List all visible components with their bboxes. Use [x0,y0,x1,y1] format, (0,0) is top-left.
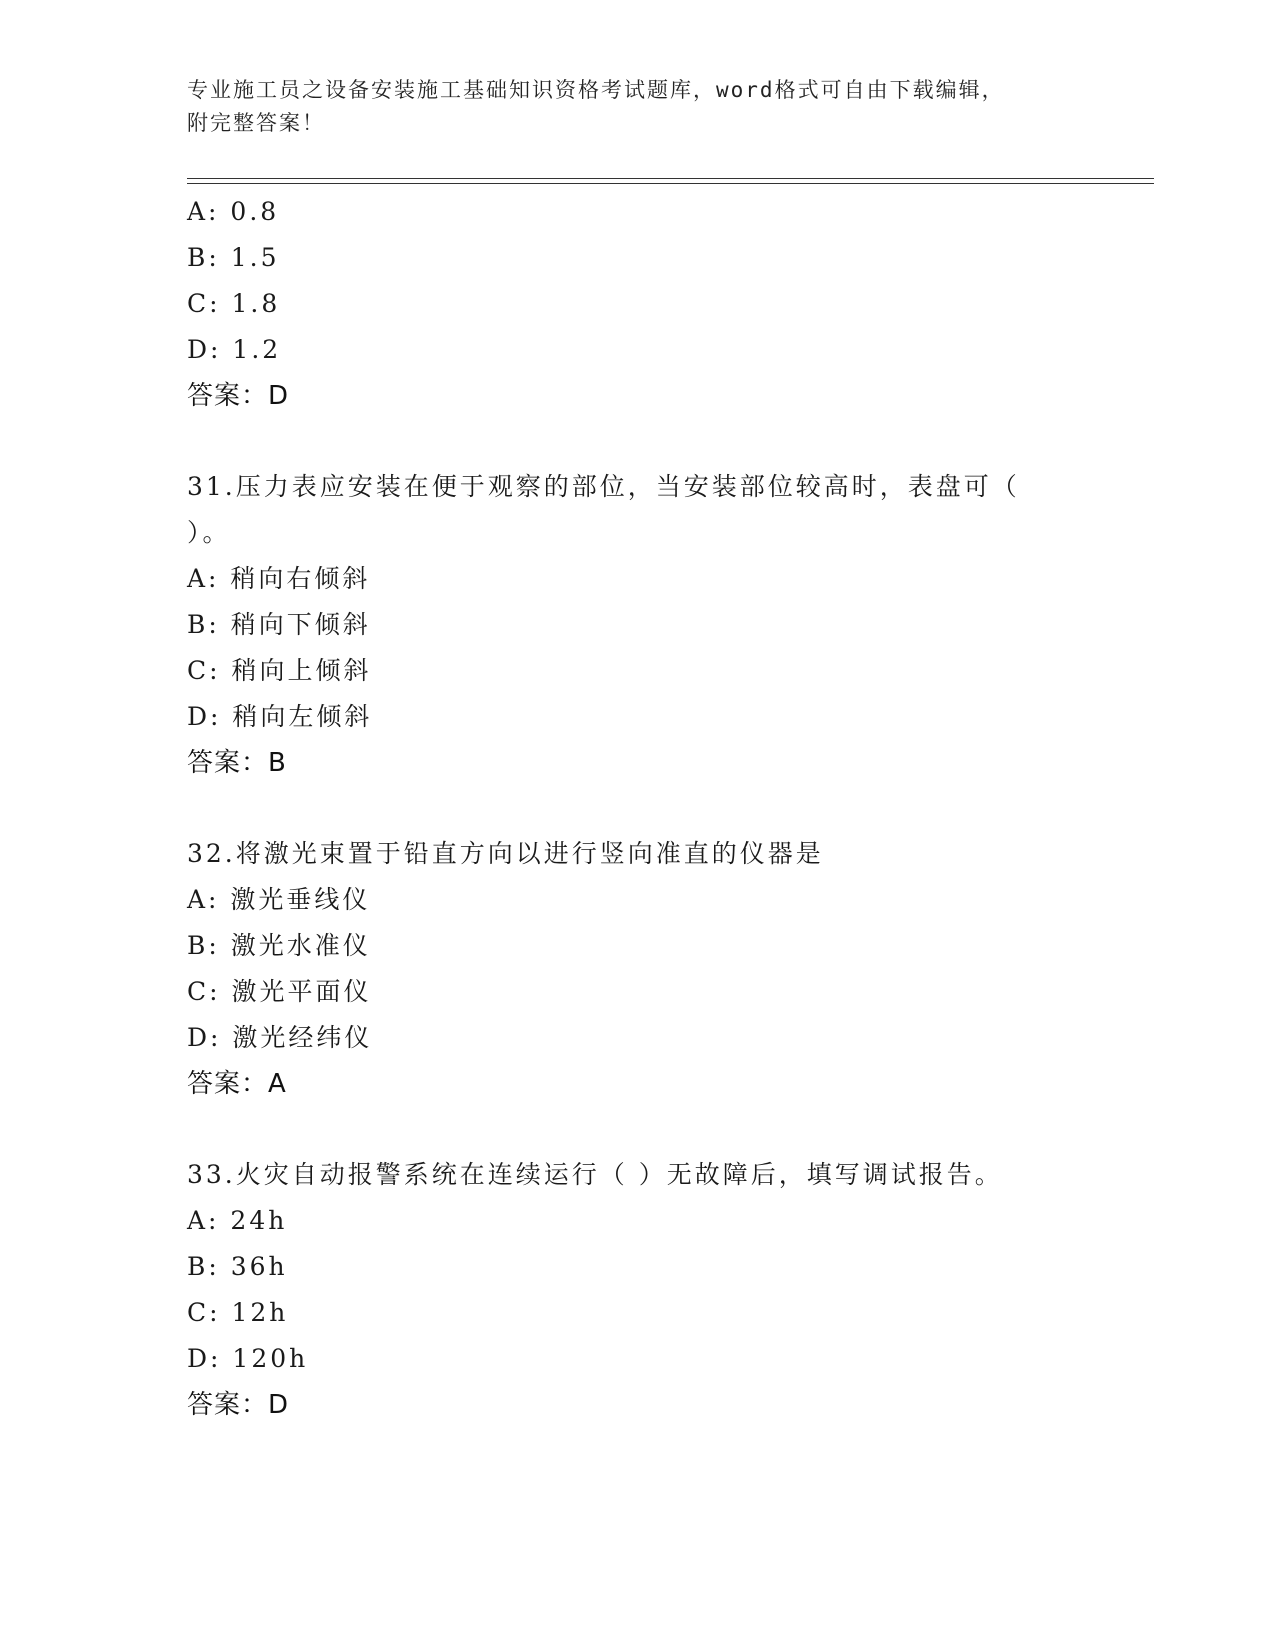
question-33 [187,1152,1087,1428]
option-d: D: 稍向左倾斜 [187,702,373,731]
option-a: A: 激光垂线仪 [187,885,371,914]
answer-label: 答案：D [187,381,290,411]
option-c: C: 激光平面仪 [187,977,372,1006]
question-32 [187,831,1087,1107]
answer-label: 答案：B [187,748,287,778]
answer-label: 答案：D [187,1390,290,1420]
header-divider-top [187,178,1154,179]
option-b: B: 稍向下倾斜 [187,610,371,639]
option-d: D: 激光经纬仪 [187,1023,373,1052]
option-a: A: 稍向右倾斜 [187,564,371,593]
question-text-line-1: 31.压力表应安装在便于观察的部位，当安装部位较高时，表盘可（ [187,472,1020,501]
header-divider-bottom [187,183,1154,184]
option-b: B: 1.5 [187,243,280,272]
option-a: A: 0.8 [187,197,280,226]
header-line-2: 附完整答案！ [187,111,325,135]
option-c: C: 1.8 [187,289,281,318]
option-d: D: 1.2 [187,335,282,364]
option-d: D: 120h [187,1344,309,1373]
option-a: A: 24h [187,1206,288,1235]
question-text-line-1: 33.火灾自动报警系统在连续运行（ ）无故障后，填写调试报告。 [187,1160,1003,1189]
option-b: B: 36h [187,1252,288,1281]
question-31 [187,464,1087,786]
option-b: B: 激光水准仪 [187,931,371,960]
option-c: C: 稍向上倾斜 [187,656,372,685]
option-c: C: 12h [187,1298,289,1327]
question-text-line-2: ）。 [187,518,231,547]
question-text-line-1: 32.将激光束置于铅直方向以进行竖向准直的仪器是 [187,839,824,868]
question-30-options [187,189,1087,419]
answer-label: 答案：A [187,1069,287,1099]
question-list [187,189,1087,1428]
header-line-1: 专业施工员之设备安装施工基础知识资格考试题库，word格式可自由下载编辑， [187,78,1005,102]
document-header [187,74,1067,140]
